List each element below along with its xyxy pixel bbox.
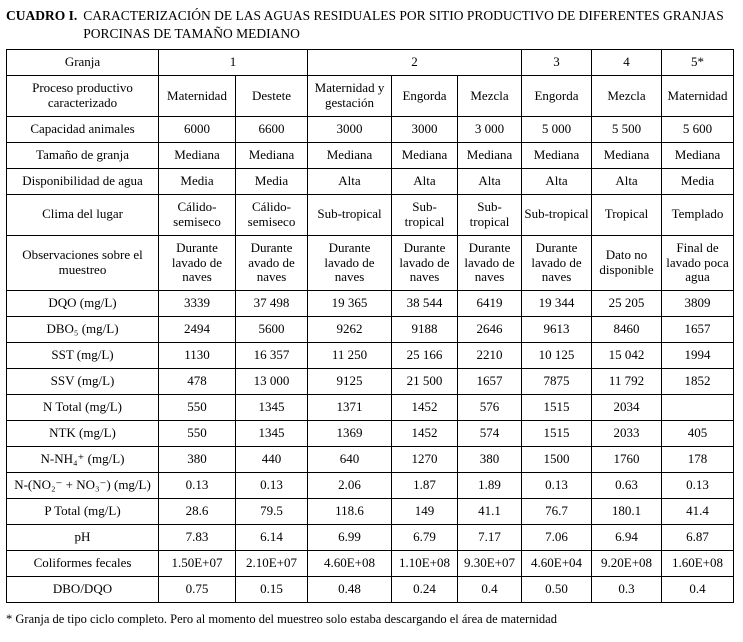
row-label: NTK (mg/L) — [7, 421, 159, 447]
table-cell: Media — [662, 168, 734, 194]
table-cell: 10 125 — [522, 343, 592, 369]
table-cell: Mediana — [592, 142, 662, 168]
table-cell: 1515 — [522, 421, 592, 447]
table-cell: 0.48 — [308, 576, 392, 602]
table-cell: 2210 — [458, 343, 522, 369]
table-cell: 15 042 — [592, 343, 662, 369]
table-cell: 1852 — [662, 369, 734, 395]
table-cell: 25 166 — [392, 343, 458, 369]
row-label: P Total (mg/L) — [7, 498, 159, 524]
table-cell: 1500 — [522, 447, 592, 473]
table-cell: Mediana — [392, 142, 458, 168]
row-label: Capacidad animales — [7, 116, 159, 142]
table-cell: 1657 — [458, 369, 522, 395]
table-cell: 13 000 — [236, 369, 308, 395]
table-cell: 25 205 — [592, 291, 662, 317]
table-cell: Sub-tropical — [522, 194, 592, 235]
table-row — [7, 168, 734, 194]
table-cell: 1452 — [392, 395, 458, 421]
table-cell: 640 — [308, 447, 392, 473]
table-cell: Maternidad — [159, 76, 236, 117]
row-label: Tamaño de granja — [7, 142, 159, 168]
table-cell: Mezcla — [458, 76, 522, 117]
table-cell: 3809 — [662, 291, 734, 317]
table-cell: 1452 — [392, 421, 458, 447]
table-cell: Media — [159, 168, 236, 194]
row-label: SSV (mg/L) — [7, 369, 159, 395]
table-cell: 3 000 — [458, 116, 522, 142]
table-cell: Templado — [662, 194, 734, 235]
table-caption — [6, 7, 734, 42]
table-cell: 2646 — [458, 317, 522, 343]
table-cell: 28.6 — [159, 498, 236, 524]
table-cell: Mediana — [308, 142, 392, 168]
table-cell: 405 — [662, 421, 734, 447]
granja-group-label: 2 — [308, 50, 522, 76]
table-cell: 2034 — [592, 395, 662, 421]
table-cell: 576 — [458, 395, 522, 421]
table-cell: 5 000 — [522, 116, 592, 142]
table-row — [7, 343, 734, 369]
table-cell: Mediana — [236, 142, 308, 168]
table-cell: 8460 — [592, 317, 662, 343]
row-label: Observaciones sobre el muestreo — [7, 235, 159, 291]
table-cell: 6.99 — [308, 524, 392, 550]
table-cell: Alta — [522, 168, 592, 194]
table-cell: Durante lavado de naves — [392, 235, 458, 291]
table-cell: 0.75 — [159, 576, 236, 602]
table-cell: Durante lavado de naves — [522, 235, 592, 291]
table-cell: 0.50 — [522, 576, 592, 602]
caption-text: CARACTERIZACIÓN DE LAS AGUAS RESIDUALES POR SITIO PRODUCTIVO DE DIFERENTES GRANJAS PORCINAS DE TAMAÑO MEDIANO — [83, 8, 724, 41]
table-cell: 1.87 — [392, 472, 458, 498]
table-cell: 38 544 — [392, 291, 458, 317]
granja-group-label: 5* — [662, 50, 734, 76]
table-cell: 1.89 — [458, 472, 522, 498]
table-row — [7, 550, 734, 576]
table-cell: 21 500 — [392, 369, 458, 395]
row-label: Coliformes fecales — [7, 550, 159, 576]
table-cell: Engorda — [392, 76, 458, 117]
table-cell: 149 — [392, 498, 458, 524]
table-cell: 0.4 — [662, 576, 734, 602]
table-cell: Final de lavado poca agua — [662, 235, 734, 291]
table-cell: Alta — [458, 168, 522, 194]
table-cell: Durante lavado de naves — [159, 235, 236, 291]
table-cell: 0.13 — [159, 472, 236, 498]
table-cell: Dato no disponible — [592, 235, 662, 291]
table-cell: 6.87 — [662, 524, 734, 550]
table-row — [7, 395, 734, 421]
row-label: N-(NO₂⁻ + NO₃⁻) (mg/L) — [7, 472, 159, 498]
table-cell: 5 600 — [662, 116, 734, 142]
table-cell: 11 250 — [308, 343, 392, 369]
table-cell: 6600 — [236, 116, 308, 142]
table-cell: 574 — [458, 421, 522, 447]
table-row — [7, 524, 734, 550]
table-cell: Tropical — [592, 194, 662, 235]
table-body — [7, 76, 734, 603]
table-cell: Media — [236, 168, 308, 194]
table-cell: 550 — [159, 421, 236, 447]
table-cell: Sub-tropical — [458, 194, 522, 235]
table-cell: 440 — [236, 447, 308, 473]
table-cell: 0.4 — [458, 576, 522, 602]
footnote: * Granja de tipo ciclo completo. Pero al momento del muestreo solo estaba descargando el área de maternidad — [6, 611, 557, 626]
row-label: DBO/DQO — [7, 576, 159, 602]
table-cell: 41.1 — [458, 498, 522, 524]
corner-label: Granja — [7, 50, 159, 76]
table-cell: 1345 — [236, 421, 308, 447]
table-cell: 6000 — [159, 116, 236, 142]
table-row — [7, 142, 734, 168]
table-row — [7, 447, 734, 473]
table-cell: 118.6 — [308, 498, 392, 524]
granja-row — [7, 50, 734, 76]
table-cell: 550 — [159, 395, 236, 421]
table-cell: Engorda — [522, 76, 592, 117]
table-cell: 9125 — [308, 369, 392, 395]
table-cell: Cálido-semiseco — [236, 194, 308, 235]
table-cell: 41.4 — [662, 498, 734, 524]
table-cell: Maternidad y gestación — [308, 76, 392, 117]
table-cell: 4.60E+08 — [308, 550, 392, 576]
table-cell: 9613 — [522, 317, 592, 343]
table-cell: 3000 — [392, 116, 458, 142]
table-cell: 1371 — [308, 395, 392, 421]
row-label: SST (mg/L) — [7, 343, 159, 369]
table-row — [7, 291, 734, 317]
table-cell: 1515 — [522, 395, 592, 421]
table-cell: 180.1 — [592, 498, 662, 524]
table-cell: 19 365 — [308, 291, 392, 317]
table-cell: Sub-tropical — [308, 194, 392, 235]
table-cell: 0.3 — [592, 576, 662, 602]
table-cell: 178 — [662, 447, 734, 473]
table-cell: 2.06 — [308, 472, 392, 498]
table-cell: Mediana — [159, 142, 236, 168]
row-label: DQO (mg/L) — [7, 291, 159, 317]
granja-group-label: 4 — [592, 50, 662, 76]
table-cell: 1369 — [308, 421, 392, 447]
table-cell: Destete — [236, 76, 308, 117]
table-cell: Mezcla — [592, 76, 662, 117]
table-cell: 5600 — [236, 317, 308, 343]
table-cell: Sub-tropical — [392, 194, 458, 235]
table-cell: 37 498 — [236, 291, 308, 317]
table-cell: 9.30E+07 — [458, 550, 522, 576]
row-label: N Total (mg/L) — [7, 395, 159, 421]
granja-group-label: 3 — [522, 50, 592, 76]
table-cell: 6.79 — [392, 524, 458, 550]
table-cell: 1657 — [662, 317, 734, 343]
table-row — [7, 194, 734, 235]
caption-label: CUADRO I. — [6, 8, 78, 23]
table-cell: 7.17 — [458, 524, 522, 550]
table-cell: 1760 — [592, 447, 662, 473]
table-cell: Alta — [308, 168, 392, 194]
table-cell: 478 — [159, 369, 236, 395]
table-row — [7, 576, 734, 602]
table-cell: Mediana — [662, 142, 734, 168]
table-cell: 7875 — [522, 369, 592, 395]
table-cell: 1.60E+08 — [662, 550, 734, 576]
table-cell: 0.13 — [236, 472, 308, 498]
table-cell: 1.10E+08 — [392, 550, 458, 576]
table-cell — [662, 395, 734, 421]
table-row — [7, 369, 734, 395]
table-cell: 7.83 — [159, 524, 236, 550]
data-table — [6, 49, 734, 603]
granja-group-label: 1 — [159, 50, 308, 76]
table-cell: 0.13 — [662, 472, 734, 498]
table-cell: 2.10E+07 — [236, 550, 308, 576]
table-row — [7, 472, 734, 498]
row-label: Disponibilidad de agua — [7, 168, 159, 194]
table-cell: 3339 — [159, 291, 236, 317]
table-cell: 3000 — [308, 116, 392, 142]
table-cell: Mediana — [522, 142, 592, 168]
table-row — [7, 235, 734, 291]
table-row — [7, 317, 734, 343]
table-cell: Durante lavado de naves — [458, 235, 522, 291]
table-cell: 19 344 — [522, 291, 592, 317]
table-cell: 0.13 — [522, 472, 592, 498]
table-cell: 9188 — [392, 317, 458, 343]
row-label: Proceso productivo caracterizado — [7, 76, 159, 117]
table-row — [7, 498, 734, 524]
table-cell: 5 500 — [592, 116, 662, 142]
row-label: Clima del lugar — [7, 194, 159, 235]
table-head — [7, 50, 734, 76]
table-cell: 79.5 — [236, 498, 308, 524]
table-row — [7, 421, 734, 447]
row-label: pH — [7, 524, 159, 550]
table-cell: 9.20E+08 — [592, 550, 662, 576]
table-cell: Cálido-semiseco — [159, 194, 236, 235]
table-cell: Mediana — [458, 142, 522, 168]
table-cell: 7.06 — [522, 524, 592, 550]
table-cell: 1270 — [392, 447, 458, 473]
table-cell: 1.50E+07 — [159, 550, 236, 576]
table-cell: 1130 — [159, 343, 236, 369]
table-cell: Durante avado de naves — [236, 235, 308, 291]
table-cell: 6.14 — [236, 524, 308, 550]
table-row — [7, 76, 734, 117]
table-cell: 2033 — [592, 421, 662, 447]
table-cell: 380 — [458, 447, 522, 473]
table-cell: 6.94 — [592, 524, 662, 550]
table-cell: 4.60E+04 — [522, 550, 592, 576]
table-cell: 0.63 — [592, 472, 662, 498]
table-cell: 0.24 — [392, 576, 458, 602]
table-cell: 9262 — [308, 317, 392, 343]
table-row — [7, 116, 734, 142]
table-cell: Durante lavado de naves — [308, 235, 392, 291]
table-cell: 6419 — [458, 291, 522, 317]
table-cell: 11 792 — [592, 369, 662, 395]
row-label: DBO₅ (mg/L) — [7, 317, 159, 343]
table-cell: 76.7 — [522, 498, 592, 524]
table-cell: Maternidad — [662, 76, 734, 117]
table-cell: 380 — [159, 447, 236, 473]
row-label: N-NH₄⁺ (mg/L) — [7, 447, 159, 473]
table-cell: 1994 — [662, 343, 734, 369]
table-cell: 16 357 — [236, 343, 308, 369]
table-cell: Alta — [592, 168, 662, 194]
table-cell: Alta — [392, 168, 458, 194]
table-cell: 2494 — [159, 317, 236, 343]
table-cell: 0.15 — [236, 576, 308, 602]
table-cell: 1345 — [236, 395, 308, 421]
